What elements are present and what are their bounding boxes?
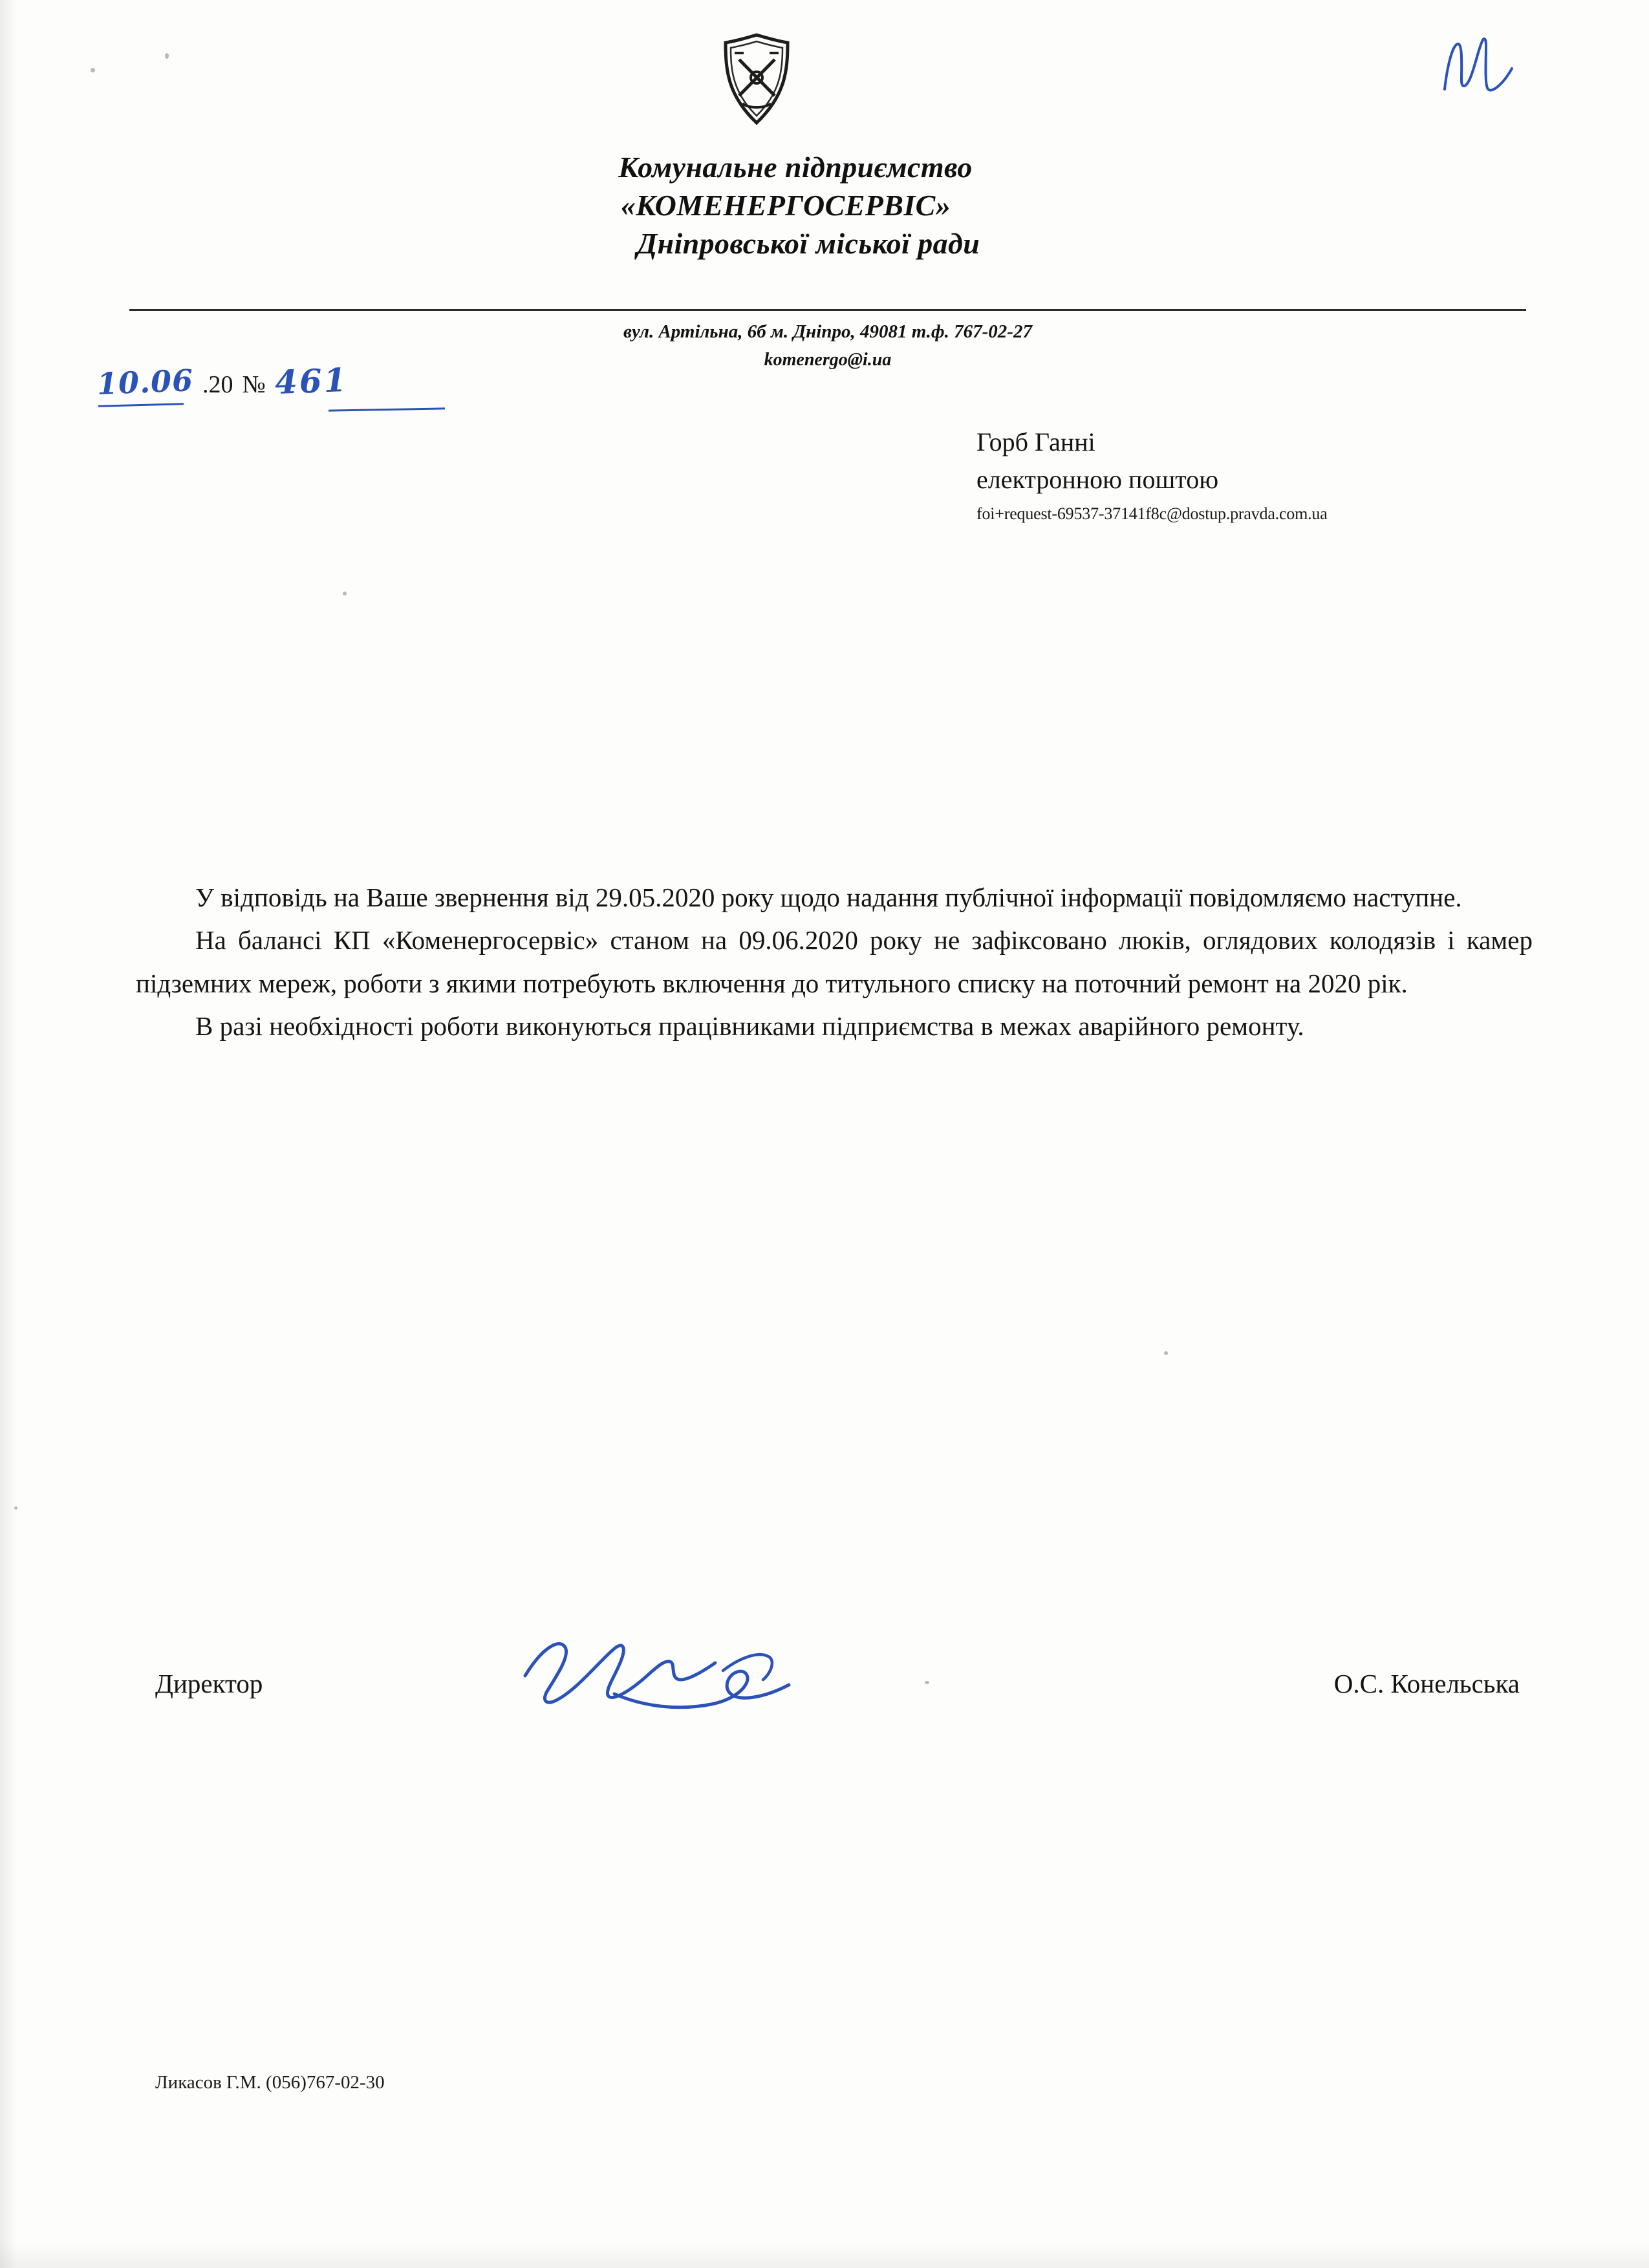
addressee-name: Горб Ганні: [976, 427, 1095, 456]
letterhead: [129, 149, 1520, 263]
scan-speck: [91, 68, 95, 72]
addressee-email: foi+request-69537-37141f8c@dostup.pravda.com.ua: [976, 504, 1328, 523]
scan-edge-shadow: [0, 0, 17, 2268]
scan-bottom-shadow: [0, 2242, 1649, 2268]
registration-number-underline: [329, 407, 445, 411]
handwritten-initial-mark-icon: [1436, 26, 1520, 103]
signatory-title: Директор: [155, 1669, 263, 1698]
letterhead-divider: [129, 309, 1526, 311]
scan-speck: [165, 53, 169, 59]
scan-speck: [343, 592, 347, 595]
addressee-method: електронною поштою: [976, 465, 1219, 494]
body-paragraph-3: В разі необхідності роботи виконуються працівниками підприємства в межах аварійного ремонту.: [195, 1011, 1304, 1042]
body-paragraph-1: У відповідь на Ваше звернення від 29.05.2020 року щодо надання публічної інформації повідомляємо наступне.: [195, 883, 1462, 912]
executor-contact: Ликасов Г.М. (056)767-02-30: [155, 2072, 385, 2093]
registration-line: [97, 362, 348, 400]
org-name-line-2: «КОМЕНЕРГОСЕРВІС»: [620, 188, 951, 222]
letter-body: [136, 876, 1533, 1048]
coat-of-arms-icon: [718, 31, 795, 128]
letterhead-email: komenergo@i.ua: [764, 349, 892, 370]
org-name-line-1: Комунальне підприємство: [618, 151, 973, 184]
org-name-line-3: Дніпровської міської ради: [636, 226, 980, 260]
scan-speck: [1164, 1351, 1168, 1355]
letterhead-address: вул. Артільна, 6б м. Дніпро, 49081 т.ф. 767-02-27: [623, 321, 1032, 342]
registration-date-underline: [98, 403, 184, 407]
addressee-block: [976, 423, 1558, 526]
scan-speck: [925, 1681, 929, 1684]
signatory-name: О.С. Конельська: [1333, 1669, 1520, 1698]
body-paragraph-2: На балансі КП «Коменергосервіс» станом на 09.06.2020 року не зафіксовано люків, оглядових колодязів і камер підземних мереж, роботи з якими потребують включення до титульного списку на поточний ремонт на 2020 рік.: [136, 925, 1533, 998]
registration-date-handwritten: 10.06: [96, 363, 195, 401]
handwritten-signature-icon: [517, 1629, 879, 1726]
scan-speck: [14, 1506, 17, 1510]
registration-year: .20: [202, 371, 233, 398]
registration-number-handwritten: 461: [274, 360, 349, 402]
registration-number-label: №: [242, 371, 266, 398]
